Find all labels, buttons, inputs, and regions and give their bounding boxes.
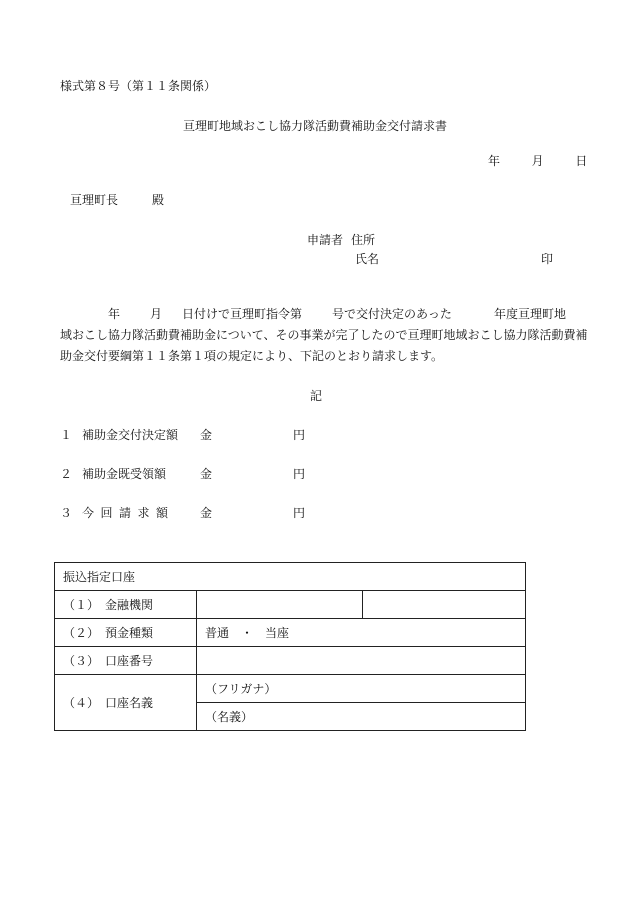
item-yen: 円 — [293, 467, 306, 481]
item-kin: 金 — [200, 467, 213, 481]
table-row — [55, 619, 526, 647]
bank-account-table — [54, 562, 526, 731]
row-number: （３） — [63, 653, 100, 668]
row-label: 金融機関 — [105, 597, 154, 612]
date-year-label: 年 — [488, 154, 501, 168]
body-line-3: 助金交付要綱第１１条第１項の規定により、下記のとおり請求します。 — [60, 349, 444, 363]
bank-row-label — [55, 675, 197, 731]
account-number-field[interactable] — [197, 647, 526, 675]
body-text — [60, 304, 588, 367]
item-label: 今回請求額 — [82, 506, 175, 520]
body-month: 月 — [150, 307, 163, 321]
row-label: 口座名義 — [105, 695, 154, 710]
table-row — [55, 591, 526, 619]
addressee-name: 亘理町長 — [70, 193, 119, 207]
ki-heading: 記 — [310, 389, 323, 403]
deposit-type-field[interactable]: 普通 ・ 当座 — [197, 619, 526, 647]
item-label: 補助金既受領額 — [82, 467, 167, 481]
body-year: 年 — [108, 307, 121, 321]
bank-row-label — [55, 591, 197, 619]
item-number: １ — [60, 428, 73, 442]
body-part3: 年度亘理町地 — [493, 307, 566, 321]
applicant-address — [307, 232, 375, 248]
branch-field[interactable] — [363, 591, 526, 619]
name-label: 氏名 — [355, 252, 380, 266]
item-number: ２ — [60, 467, 73, 481]
item-row — [60, 505, 305, 521]
addressee-honorific: 殿 — [152, 193, 165, 207]
table-row — [55, 675, 526, 703]
seal-mark: 印 — [541, 252, 554, 266]
row-label: 口座番号 — [105, 653, 154, 668]
item-label: 補助金交付決定額 — [82, 428, 179, 442]
body-line-1 — [60, 304, 580, 325]
row-number: （２） — [63, 625, 100, 640]
account-name-field[interactable]: （名義） — [197, 703, 526, 731]
date-day-label: 日 — [575, 154, 588, 168]
addressee — [70, 192, 164, 208]
bank-table-title: 振込指定口座 — [55, 563, 526, 591]
body-line-2: 域おこし協力隊活動費補助金について、その事業が完了したので亘理町地域おこし協力隊活動費補 — [60, 328, 588, 342]
applicant-label: 申請者 — [307, 233, 344, 247]
bank-row-label — [55, 619, 197, 647]
date-month-label: 月 — [531, 154, 544, 168]
item-number: ３ — [60, 506, 73, 520]
item-yen: 円 — [293, 506, 306, 520]
form-number: 様式第８号（第１１条関係） — [60, 79, 217, 93]
date-line — [488, 153, 587, 169]
bank-row-label — [55, 647, 197, 675]
item-row — [60, 466, 305, 482]
body-part2: 号で交付決定のあった — [332, 307, 452, 321]
document-title: 亘理町地域おこし協力隊活動費補助金交付請求書 — [182, 119, 447, 133]
row-label: 預金種類 — [105, 625, 154, 640]
address-label: 住所 — [351, 233, 376, 247]
row-number: （４） — [63, 695, 100, 710]
item-yen: 円 — [293, 428, 306, 442]
row-number: （１） — [63, 597, 100, 612]
body-part1: 日付けで亘理町指令第 — [182, 307, 303, 321]
financial-institution-field[interactable] — [197, 591, 363, 619]
item-row — [60, 427, 305, 443]
item-kin: 金 — [200, 506, 213, 520]
furigana-field[interactable]: （フリガナ） — [197, 675, 526, 703]
item-kin: 金 — [200, 428, 213, 442]
table-row — [55, 647, 526, 675]
